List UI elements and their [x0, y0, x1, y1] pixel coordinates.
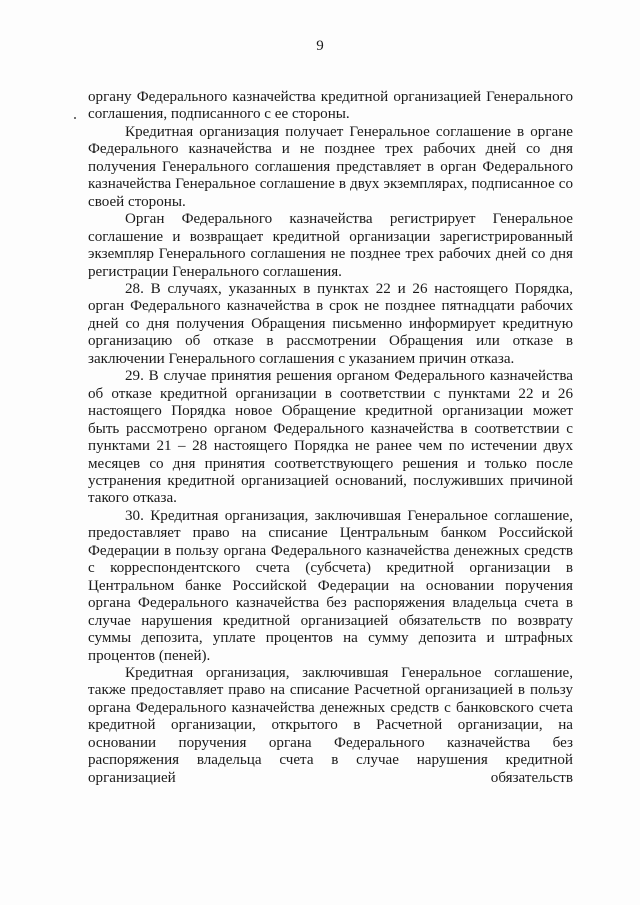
paragraph-item-28: 28. В случаях, указанных в пунктах 22 и 26 настоящего Порядка, орган Федерального казначейства в срок не позднее пятнадцати рабочих дней со дня получения Обращения письменно информирует кредитную организацию об отказе в рассмотрении Обращения или отказе в заключении Генерального соглашения с указанием причин отказа.	[88, 280, 573, 367]
paragraph-item-30: 30. Кредитная организация, заключившая Генеральное соглашение, предоставляет право на списание Центральным банком Российской Федерации в пользу органа Федерального казначейства денежных средств с корреспондентского счета (субсчета) кредитной организации в Центральном банке Российской Федерации на основании поручения органа Федерального казначейства без распоряжения владельца счета в случае нарушения кредитной организацией обязательств по возврату суммы депозита, уплате процентов на сумму депозита и штрафных процентов (пеней).	[88, 507, 573, 664]
paragraph-continuation: органу Федерального казначейства кредитной организацией Генерального соглашения, подписанного с ее стороны.	[88, 89, 573, 123]
document-body	[88, 89, 573, 787]
paragraph-receipt-of-agreement: Кредитная организация получает Генеральное соглашение в органе Федерального казначейства и не позднее трех рабочих дней со дня получения Генерального соглашения представляет в орган Федерального казначейства Генеральное соглашение в двух экземплярах, подписанное со своей стороны.	[88, 123, 573, 210]
page-number: 9	[316, 38, 324, 54]
paragraph-registration: Орган Федерального казначейства регистрирует Генеральное соглашение и возвращает кредитной организации зарегистрированный экземпляр Генерального соглашения не позднее трех рабочих дней со дня регистрации Генерального соглашения.	[88, 211, 573, 280]
scan-artifact-dot	[74, 117, 76, 119]
paragraph-settlement-organization: Кредитная организация, заключившая Генеральное соглашение, также предоставляет право на списание Расчетной организацией в пользу органа Федерального казначейства денежных средств с банковского счета кредитной организации, открытого в Расчетной организации, на основании поручения органа Федерального казначейства без распоряжения владельца счета в случае нарушения кредитной организацией обязательств	[88, 664, 573, 786]
paragraph-item-29: 29. В случае принятия решения органом Федерального казначейства об отказе кредитной организации в соответствии с пунктами 22 и 26 настоящего Порядка новое Обращение кредитной организации может быть рассмотрено органом Федерального казначейства в соответствии с пунктами 21 – 28 настоящего Порядка не ранее чем по истечении двух месяцев со дня принятия соответствующего решения и только после устранения кредитной организацией оснований, послуживших причиной такого отказа.	[88, 368, 573, 507]
